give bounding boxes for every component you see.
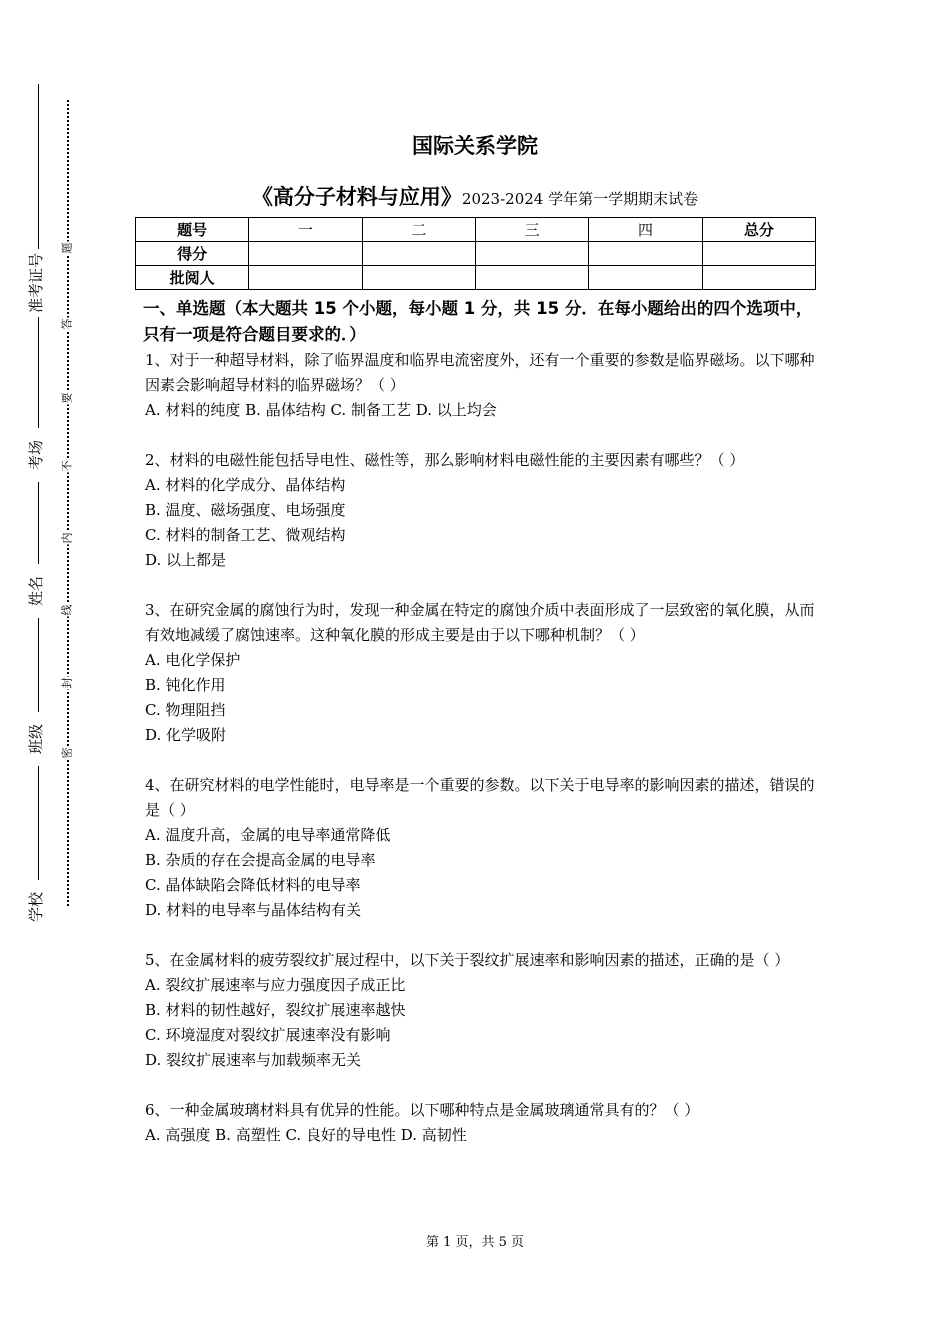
course-title: 《高分子材料与应用》 [251,185,462,209]
grader-cell[interactable] [702,266,815,290]
question-stem: 5、在金属材料的疲劳裂纹扩展过程中，以下关于裂纹扩展速率和影响因素的描述，正确的是（ ） [145,951,790,969]
option: D. 材料的电导率与晶体结构有关 [145,901,362,919]
label-exam-room: 考场 [27,428,45,482]
label-name: 姓名 [27,564,45,618]
question-stem: 6、一种金属玻璃材料具有优异的性能。以下哪种特点是金属玻璃通常具有的？（ ） [145,1101,700,1119]
question-stem: 4、在研究材料的电学性能时，电导率是一个重要的参数。以下关于电导率的影响因素的描述，错误的是（ ） [145,776,815,819]
score-table [135,217,816,290]
option: A. 温度升高，金属的电导率通常降低 [145,826,391,844]
label-school: 学校 [27,880,45,934]
grader-cell[interactable] [475,266,588,290]
question-item [145,448,817,573]
label-exam-id: 准考证号 [27,249,45,317]
grader-cell[interactable] [249,266,362,290]
option: B. 钝化作用 [145,676,226,694]
question-item [145,348,817,423]
grader-cell[interactable] [589,266,702,290]
question-item [145,1098,817,1148]
question-options: A. 高强度 B. 高塑性 C. 良好的导电性 D. 高韧性 [145,1126,467,1144]
school-name: 国际关系学院 [412,134,538,158]
option: C. 环境湿度对裂纹扩展速率没有影响 [145,1026,391,1044]
score-cell[interactable] [589,242,702,266]
score-cell[interactable] [249,242,362,266]
option: A. 电化学保护 [145,651,241,669]
row-label: 批阅人 [136,266,249,290]
seal-char: 要 [60,392,74,404]
option: C. 物理阻挡 [145,701,226,719]
exam-title [0,181,950,211]
option: D. 裂纹扩展速率与加载频率无关 [145,1051,362,1069]
score-row [136,242,816,266]
question-options: A. 材料的纯度 B. 晶体结构 C. 制备工艺 D. 以上均会 [145,401,497,419]
score-cell[interactable] [702,242,815,266]
question-stem: 3、在研究金属的腐蚀行为时，发现一种金属在特定的腐蚀介质中表面形成了一层致密的氧化膜，从而有效地减缓了腐蚀速率。这种氧化膜的形成主要是由于以下哪种机制？（ ） [145,601,815,644]
option: A. 裂纹扩展速率与应力强度因子成正比 [145,976,406,994]
score-table-header-row [136,218,816,242]
header-cell: 四 [589,218,702,242]
option: B. 材料的韧性越好，裂纹扩展速率越快 [145,1001,406,1019]
row-label: 得分 [136,242,249,266]
seal-char: 答 [60,318,74,330]
label-class: 班级 [27,712,45,766]
seal-char: 不 [60,460,74,472]
grader-row [136,266,816,290]
option: A. 材料的化学成分、晶体结构 [145,476,346,494]
option: D. 化学吸附 [145,726,227,744]
question-item [145,598,817,748]
question-stem: 1、对于一种超导材料，除了临界温度和临界电流密度外，还有一个重要的参数是临界磁场。以下哪种因素会影响超导材料的临界磁场？（ ） [145,351,815,394]
section-heading: 一、单选题（本大题共 15 个小题，每小题 1 分，共 15 分．在每小题给出的四个选项中，只有一项是符合题目要求的．） [143,299,813,344]
question-item [145,948,817,1073]
header-cell: 二 [362,218,475,242]
header-cell: 三 [475,218,588,242]
header-cell: 题号 [136,218,249,242]
seal-char: 线 [60,604,74,616]
question-item [145,773,817,923]
question-list [145,296,817,1148]
score-cell[interactable] [475,242,588,266]
seal-char: 密 [60,747,74,759]
option: C. 材料的制备工艺、微观结构 [145,526,346,544]
option: B. 温度、磁场强度、电场强度 [145,501,346,519]
option: B. 杂质的存在会提高金属的电导率 [145,851,376,869]
option: D. 以上都是 [145,551,227,569]
question-stem: 2、材料的电磁性能包括导电性、磁性等，那么影响材料电磁性能的主要因素有哪些？（ ） [145,451,745,469]
exam-term: 2023-2024 学年第一学期期末试卷 [461,190,699,208]
option: C. 晶体缺陷会降低材料的电导率 [145,876,361,894]
score-cell[interactable] [362,242,475,266]
seal-char: 题 [60,242,74,254]
grader-cell[interactable] [362,266,475,290]
header-cell: 总分 [702,218,815,242]
seal-char: 内 [60,532,74,544]
header-cell: 一 [249,218,362,242]
seal-char: 封 [60,677,74,689]
page-number: 第 1 页，共 5 页 [425,1235,525,1250]
seal-line [67,100,69,906]
